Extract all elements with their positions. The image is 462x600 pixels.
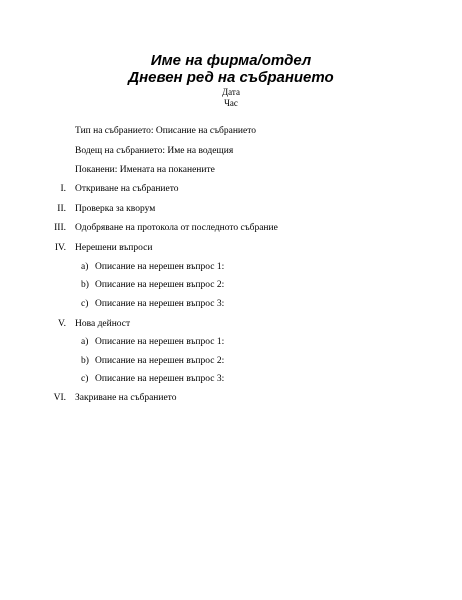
invitees: Поканени: Имената на поканените	[75, 165, 215, 175]
sub-item-number: b)	[81, 356, 89, 366]
date-label: Дата	[222, 87, 240, 97]
agenda-item-number: II.	[57, 204, 66, 214]
sub-item-text: Описание на нерешен въпрос 2:	[95, 356, 225, 366]
time-label: Час	[224, 98, 238, 108]
sub-item-number: c)	[81, 374, 89, 384]
agenda-item-number: I.	[60, 184, 66, 194]
sub-item-text: Описание на нерешен въпрос 3:	[95, 374, 225, 384]
sub-item-number: a)	[81, 337, 89, 347]
agenda-item-text: Проверка за кворум	[75, 204, 156, 214]
meeting-type: Тип на събранието: Описание на събранието	[75, 126, 256, 136]
agenda-title: Дневен ред на събранието	[128, 69, 334, 86]
agenda-item-number: VI.	[53, 393, 66, 403]
facilitator: Водещ на събранието: Име на водещия	[75, 146, 234, 156]
sub-item-number: b)	[81, 280, 89, 290]
agenda-item-text: Закриване на събранието	[75, 393, 177, 403]
agenda-item-number: V.	[57, 319, 66, 329]
sub-item-number: c)	[81, 299, 89, 309]
agenda-item-text: Нерешени въпроси	[75, 243, 153, 253]
sub-item-text: Описание на нерешен въпрос 3:	[95, 299, 225, 309]
sub-item-text: Описание на нерешен въпрос 1:	[95, 262, 225, 272]
agenda-item-text: Нова дейност	[75, 319, 131, 329]
sub-item-text: Описание на нерешен въпрос 1:	[95, 337, 225, 347]
sub-item-text: Описание на нерешен въпрос 2:	[95, 280, 225, 290]
company-name: Име на фирма/отдел	[150, 52, 312, 69]
agenda-item-text: Откриване на събранието	[75, 184, 179, 194]
agenda-item-number: IV.	[54, 243, 66, 253]
agenda-item-text: Одобряване на протокола от последното събрание	[75, 223, 278, 233]
sub-item-number: a)	[81, 262, 89, 272]
agenda-item-number: III.	[54, 223, 66, 233]
